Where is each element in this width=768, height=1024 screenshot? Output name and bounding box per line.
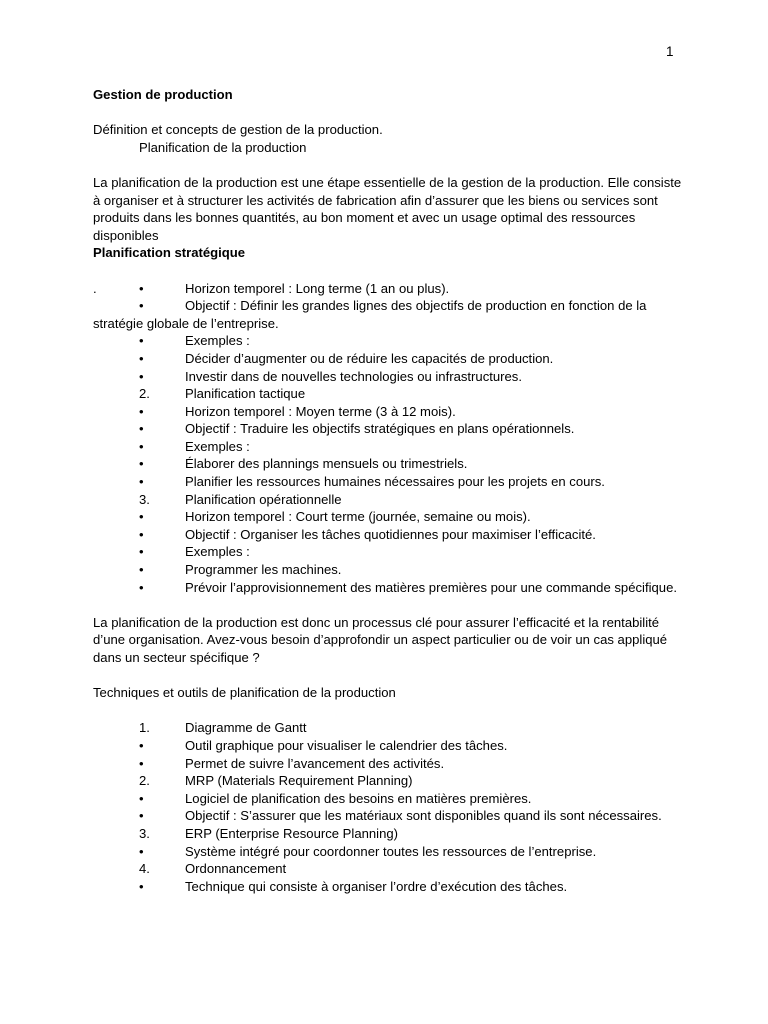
list-item <box>93 790 683 808</box>
paragraph-1: La planification de la production est une étape essentielle de la gestion de la production. Elle consiste à organiser et à structurer les activités de fabrication afin d’assurer que les biens ou services sont produits dans les bonnes quantités, au bon moment et avec un usage optimal des ressources disponibles <box>93 174 682 243</box>
number-marker: 2. <box>139 386 150 402</box>
list-item <box>93 755 683 773</box>
list-item <box>93 385 683 403</box>
list-item-text: Objectif : Traduire les objectifs stratégiques en plans opérationnels. <box>185 421 575 437</box>
list-item <box>93 297 683 332</box>
bullet-marker: • <box>139 350 144 366</box>
paragraph-2: La planification de la production est donc un processus clé pour assurer l’efficacité et la rentabilité d’une organisation. Avez-vous besoin d’approfondir un aspect particulier ou de voir un cas appliqué dans un secteur spécifique ? <box>93 614 668 665</box>
list-item-text: Objectif : S’assurer que les matériaux sont disponibles quand ils sont nécessaires. <box>185 808 662 824</box>
bullet-marker: • <box>139 474 144 490</box>
bullet-marker: • <box>139 755 144 771</box>
document-title: Gestion de production <box>93 87 233 102</box>
list-item <box>93 508 683 526</box>
list-item-text: Horizon temporel : Court terme (journée, semaine ou mois). <box>185 509 531 525</box>
bullet-marker: • <box>139 526 144 542</box>
document-body <box>93 86 683 895</box>
bullet-marker: • <box>139 737 144 753</box>
list-item <box>93 579 683 597</box>
list-item-text: Planification tactique <box>185 386 306 402</box>
list-item-text: Horizon temporel : Moyen terme (3 à 12 mois). <box>185 403 456 419</box>
list-item <box>93 878 683 896</box>
list-item <box>93 772 683 790</box>
list-item <box>93 825 683 843</box>
list-item-text: Investir dans de nouvelles technologies ou infrastructures. <box>185 368 522 384</box>
bullet-marker: • <box>139 403 144 419</box>
list-item-text: Exemples : <box>185 438 250 454</box>
list-item <box>93 473 683 491</box>
list-item <box>93 737 683 755</box>
list-item-text: Système intégré pour coordonner toutes les ressources de l’entreprise. <box>185 843 597 859</box>
list-item-text: Exemples : <box>185 333 250 349</box>
list-item <box>93 860 683 878</box>
list-item <box>93 280 683 298</box>
list-item-text: Prévoir l’approvisionnement des matières premières pour une commande spécifique. <box>185 579 677 595</box>
list-item-text: Programmer les machines. <box>185 562 342 578</box>
intro-line-2: Planification de la production <box>139 139 307 155</box>
list-item-text: Outil graphique pour visualiser le calendrier des tâches. <box>185 737 508 753</box>
intro-line-1: Définition et concepts de gestion de la production. <box>93 122 383 138</box>
list-item <box>93 561 683 579</box>
list-item-text: Technique qui consiste à organiser l’ordre d’exécution des tâches. <box>185 878 568 894</box>
list-item-text: Diagramme de Gantt <box>185 720 307 736</box>
list-item-text: MRP (Materials Requirement Planning) <box>185 773 413 789</box>
list-item <box>93 455 683 473</box>
number-marker: 4. <box>139 861 150 877</box>
bullet-marker: • <box>139 808 144 824</box>
bullet-marker: • <box>139 456 144 472</box>
list-item <box>93 420 683 438</box>
bullet-marker: • <box>139 878 144 894</box>
planning-list <box>93 280 683 597</box>
list-item <box>93 332 683 350</box>
techniques-list <box>93 719 683 895</box>
list-item-text: Horizon temporel : Long terme (1 an ou plus). <box>185 280 450 296</box>
page-number: 1 <box>666 44 674 59</box>
bullet-marker: • <box>139 843 144 859</box>
list-item-text: Planifier les ressources humaines nécessaires pour les projets en cours. <box>185 474 605 490</box>
list-item <box>93 526 683 544</box>
list-item-text: Objectif : Définir les grandes lignes des objectifs de production en fonction de la stratégie globale de l’entreprise. <box>93 298 647 331</box>
list-item-text: Exemples : <box>185 544 250 560</box>
bullet-marker: • <box>139 438 144 454</box>
section-heading-strategic: Planification stratégique <box>93 245 246 261</box>
list-item <box>93 350 683 368</box>
list-item-text: ERP (Enterprise Resource Planning) <box>185 825 398 841</box>
list-item-text: Objectif : Organiser les tâches quotidiennes pour maximiser l’efficacité. <box>185 526 596 542</box>
list-item <box>93 719 683 737</box>
bullet-marker: • <box>139 562 144 578</box>
list-item <box>93 543 683 561</box>
list-item <box>93 438 683 456</box>
number-marker: 3. <box>139 825 150 841</box>
bullet-marker: • <box>139 368 144 384</box>
list-item <box>93 807 683 825</box>
bullet-marker: • <box>139 544 144 560</box>
bullet-marker: • <box>139 509 144 525</box>
list-item-text: Élaborer des plannings mensuels ou trimestriels. <box>185 456 468 472</box>
list-item <box>93 843 683 861</box>
bullet-marker: • <box>139 421 144 437</box>
list-item-text: Permet de suivre l’avancement des activités. <box>185 755 445 771</box>
number-marker: 1. <box>139 720 150 736</box>
list-item <box>93 403 683 421</box>
list-lead-mark: . <box>93 280 97 296</box>
list-item <box>93 491 683 509</box>
bullet-marker: • <box>139 579 144 595</box>
bullet-marker: • <box>139 333 144 349</box>
list-item-text: Logiciel de planification des besoins en matières premières. <box>185 790 532 806</box>
section-heading-techniques: Techniques et outils de planification de la production <box>93 685 396 701</box>
list-item-text: Ordonnancement <box>185 861 287 877</box>
list-item-text: Décider d’augmenter ou de réduire les capacités de production. <box>185 350 554 366</box>
list-item-text: Planification opérationnelle <box>185 491 342 507</box>
number-marker: 3. <box>139 491 150 507</box>
bullet-marker: • <box>139 280 144 296</box>
list-item <box>93 368 683 386</box>
number-marker: 2. <box>139 773 150 789</box>
bullet-marker: • <box>139 790 144 806</box>
bullet-marker: • <box>139 298 144 314</box>
